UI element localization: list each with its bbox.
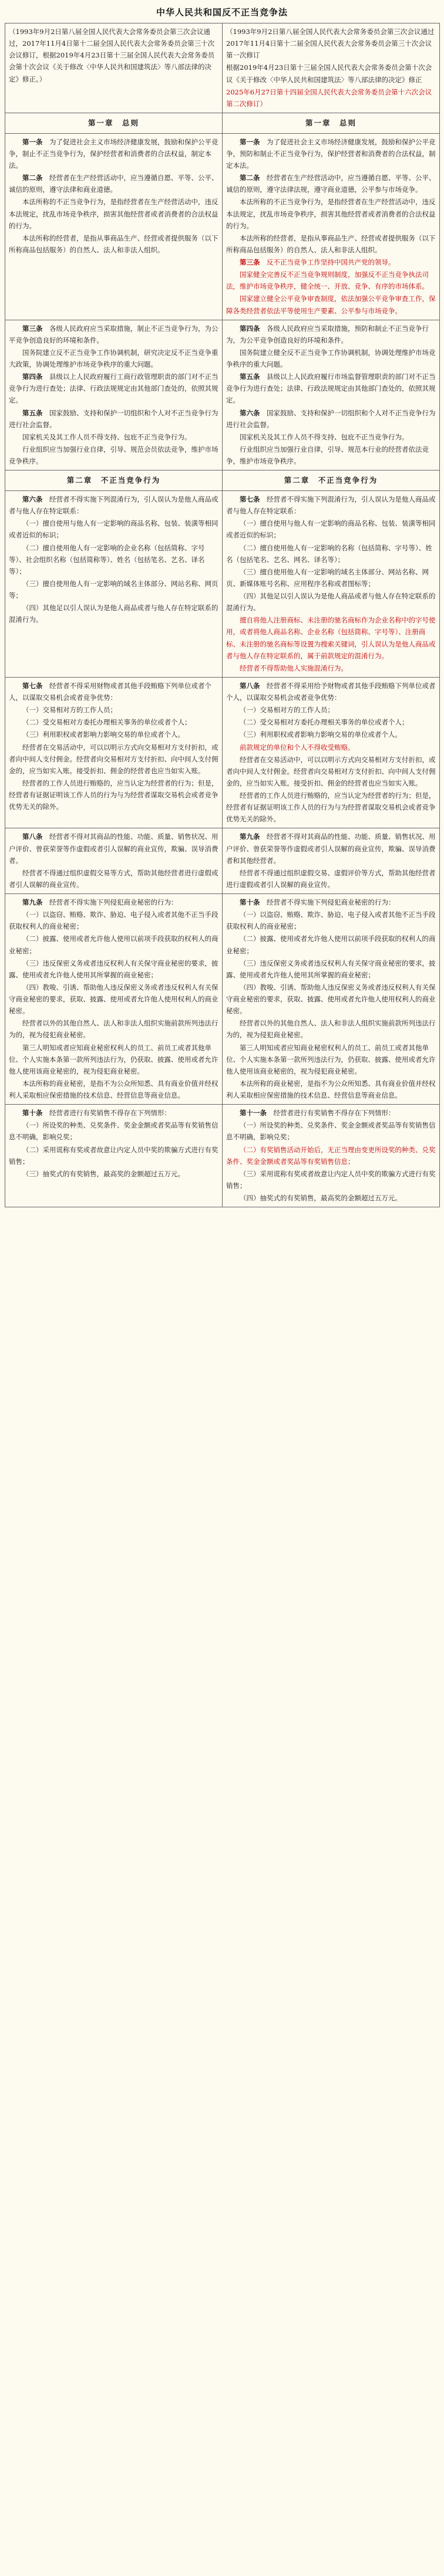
article-number: 第十条: [240, 898, 260, 906]
article-paragraph: [226, 729, 436, 740]
article-text: （三）抽奖式的有奖销售，最高奖的金额超过五万元。: [22, 1169, 184, 1178]
article-text: 经营者不得通过组织虚假交易、虚假评价等方式，帮助其他经营者进行虚假或者引人误解的商业宣传。: [226, 868, 436, 889]
article-text: （二）擅自使用他人有一定影响的企业名称（包括简称、字号等）、社会组织名称（包括简称等）、姓名（包括笔名、艺名、译名等）；: [9, 543, 205, 576]
article-paragraph: [9, 444, 218, 467]
comparison-row: [5, 320, 440, 470]
article-text: 经营者不得实施下列侵犯商业秘密的行为：: [260, 898, 395, 906]
article-number: 第二条: [240, 174, 260, 182]
article-number: 第十一条: [240, 1109, 267, 1118]
article-text: （四）其他足以引人误认为是他人商品或者与他人存在特定联系的混淆行为。: [226, 592, 436, 612]
article-text: 本法所称的经营者，是指从事商品生产、经营或者提供服务（以下所称商品包括服务）的自然人、法人和非法人组织。: [9, 233, 218, 254]
old-version-cell: [5, 677, 223, 828]
article-text: 国务院建立反不正当竞争工作协调机制，研究决定反不正当竞争重大政策，协调处理维护市场竞争秩序的重大问题。: [9, 348, 218, 368]
article-text: 国家健全完善反不正当竞争规则制度，加强反不正当竞争执法司法，维护市场竞争秩序，健全统一、开放、竞争、有序的市场体系。: [226, 270, 429, 291]
article-text: 经营者不得实施下列混淆行为，引人误认为是他人商品或者与他人存在特定联系：: [9, 495, 218, 516]
article-text: 各级人民政府应当采取措施，制止不正当竞争行为，为公平竞争创造良好的环境和条件。: [9, 324, 218, 344]
article-text: （一）以盗窃、贿赂、欺诈、胁迫、电子侵入或者其他不正当手段获取权利人的商业秘密；: [9, 910, 218, 931]
article-paragraph: [9, 542, 218, 577]
article-paragraph: [226, 680, 436, 703]
new-version-cell: [223, 677, 440, 828]
article-text: （四）其他足以引人误认为是他人商品或者与他人存在特定联系的混淆行为。: [9, 604, 218, 624]
article-text: （三）违反保密义务或者违反权利人有关保守商业秘密的要求，披露、使用或者允许他人使用其所掌握的商业秘密；: [226, 959, 436, 979]
article-paragraph: [226, 1017, 436, 1041]
article-number: 第三条: [240, 258, 260, 266]
old-version-cell: [5, 113, 223, 133]
article-paragraph: [226, 293, 436, 316]
article-text: 擅自将他人注册商标、未注册的驰名商标作为企业名称中的字号使用，或者将他人商品名称、企业名称（包括简称、字号等）、注册商标、未注册的驰名商标等设置为搜索关键词，引人误认为是他人商品或者与他人存在特定联系的，属于前款规定的混淆行为。: [226, 616, 436, 660]
article-paragraph: [226, 232, 436, 256]
article-paragraph: [226, 933, 436, 956]
article-paragraph: [226, 909, 436, 932]
article-text: 经营者以外的其他自然人、法人和非法人组织实施前款所列违法行为的，视为侵犯商业秘密。: [9, 1019, 218, 1040]
article-text: 经营者的工作人员进行贿赂的，应当认定为经营者的行为；但是，经营者有证据证明该工作人员的行为与为经营者谋取交易机会或者竞争优势无关的除外。: [9, 778, 218, 811]
article-paragraph: [9, 1168, 218, 1180]
article-paragraph: [226, 493, 436, 517]
article-paragraph: [226, 444, 436, 467]
article-text: （一）擅自使用与他人有一定影响的商品名称、包装、装潢等相同或者近似的标识；: [226, 519, 436, 540]
new-version-cell: [223, 894, 440, 1105]
article-text: （四）教唆、引诱、帮助他人违反保密义务或者违反权利人有关保守商业秘密的要求，获取、披露、使用或者允许他人使用权利人的商业秘密。: [226, 983, 436, 1015]
old-version-cell: [5, 491, 223, 678]
article-paragraph: [226, 742, 436, 753]
article-paragraph: [226, 196, 436, 231]
article-paragraph: [226, 957, 436, 981]
article-paragraph: [9, 517, 218, 541]
article-paragraph: [9, 831, 218, 866]
old-version-cell: [5, 470, 223, 491]
article-text: 行业组织应当加强行业自律，引导、规范会员依法竞争，维护市场竞争秩序。: [9, 445, 218, 465]
article-paragraph: [9, 729, 218, 740]
article-paragraph: [9, 957, 218, 981]
article-text: （二）受交易相对方委托办理相关事务的单位或者个人；: [22, 718, 191, 727]
article-paragraph: [226, 704, 436, 716]
article-text: （一）所设奖的种类、兑奖条件、奖金金额或者奖品等有奖销售信息不明确，影响兑奖；: [226, 1121, 436, 1142]
old-version-cell: [5, 23, 223, 113]
article-paragraph: [9, 407, 218, 431]
chapter-heading: 第一章 总则: [305, 118, 356, 127]
new-version-cell: [223, 113, 440, 133]
article-text: （一）交易相对方的工作人员；: [240, 706, 334, 715]
chapter-heading: 第一章 总则: [88, 118, 139, 127]
article-paragraph: [9, 232, 218, 256]
new-version-cell: [223, 470, 440, 491]
article-text: 国家鼓励、支持和保护一切组织和个人对不正当竞争行为进行社会监督。: [9, 408, 218, 429]
article-text: 反不正当竞争工作坚持中国共产党的领导。: [260, 258, 395, 266]
article-text: 经营者进行有奖销售不得存在下列情形：: [267, 1109, 395, 1118]
article-paragraph: [9, 323, 218, 346]
article-number: 第七条: [240, 495, 260, 503]
article-text: 国家机关及其工作人员不得支持、包庇不正当竞争行为。: [240, 432, 409, 441]
article-paragraph: [9, 981, 218, 1017]
comparison-row: [5, 23, 440, 113]
article-number: 第二条: [22, 174, 43, 182]
article-paragraph: [9, 1042, 218, 1077]
article-text: 经营者不得采用给予财物或者其他手段贿赂下列单位或者个人，以谋取交易机会或者竞争优势：: [226, 681, 436, 702]
article-paragraph: [9, 602, 218, 625]
article-paragraph: [226, 981, 436, 1017]
article-text: 国家机关及其工作人员不得支持、包庇不正当竞争行为。: [22, 432, 191, 441]
article-text: （二）受交易相对方委托办理相关事务的单位或者个人；: [240, 718, 409, 727]
article-paragraph: [9, 777, 218, 813]
article-text: （三）擅自使用他人有一定影响的域名主体部分、网站名称、网页等；: [9, 579, 218, 600]
article-paragraph: [226, 517, 436, 541]
article-text: （一）所设奖的种类、兑奖条件、奖金金额或者奖品等有奖销售信息不明确，影响兑奖；: [9, 1121, 218, 1142]
article-paragraph: [226, 831, 436, 866]
article-paragraph: [9, 867, 218, 891]
article-paragraph: [9, 1144, 218, 1167]
article-text: （二）披露、使用或者允许他人使用以前项手段获取的权利人的商业秘密；: [9, 935, 218, 955]
article-paragraph: [226, 896, 436, 908]
article-paragraph: [9, 347, 218, 370]
old-version-cell: [5, 894, 223, 1105]
article-paragraph: [226, 1119, 436, 1143]
article-paragraph: [226, 566, 436, 590]
article-number: 第八条: [240, 681, 260, 690]
old-version-cell: [5, 133, 223, 320]
article-paragraph: [226, 790, 436, 825]
article-number: 第五条: [240, 373, 260, 381]
article-paragraph: [226, 62, 436, 85]
chapter-heading: 第二章 不正当竞争行为: [284, 476, 378, 485]
comparison-row: [5, 828, 440, 894]
comparison-row: [5, 677, 440, 828]
article-paragraph: [226, 347, 436, 370]
article-text: 各级人民政府应当采取措施，预防和制止不正当竞争行为，为公平竞争创造良好的环境和条件。: [226, 324, 429, 344]
article-paragraph: [9, 431, 218, 443]
article-paragraph: [9, 196, 218, 231]
article-number: 第六条: [22, 495, 43, 503]
article-paragraph: [226, 172, 436, 195]
article-paragraph: [226, 1107, 436, 1119]
comparison-row: [5, 113, 440, 133]
article-paragraph: [226, 662, 436, 674]
article-number: 第四条: [240, 324, 260, 333]
document-title: 中华人民共和国反不正当竞争法: [156, 7, 288, 18]
article-paragraph: [9, 1119, 218, 1143]
old-version-cell: [5, 320, 223, 470]
article-text: 县级以上人民政府履行市场监督管理职责的部门对不正当竞争行为进行查处；法律、行政法规规定由其他部门查处的，依照其规定。: [226, 373, 436, 405]
article-paragraph: [226, 256, 436, 268]
article-paragraph: [9, 493, 218, 517]
article-text: 本法所称的商业秘密，是指不为公众所知悉、具有商业价值并经权利人采取相应保密措施的技术信息、经营信息等商业信息。: [9, 1079, 218, 1099]
article-text: 县级以上人民政府履行工商行政管理职责的部门对不正当竞争行为进行查处；法律、行政法规规定由其他部门查处的，依照其规定。: [9, 373, 218, 405]
article-paragraph: [9, 26, 218, 85]
article-paragraph: [9, 680, 218, 703]
article-number: 第九条: [240, 832, 260, 841]
new-version-cell: [223, 828, 440, 894]
article-paragraph: [9, 896, 218, 908]
article-text: 国家鼓励、支持和保护一切组织和个人对不正当竞争行为进行社会监督。: [226, 408, 436, 429]
article-text: 经营者以外的其他自然人、法人和非法人组织实施前款所列违法行为的，视为侵犯商业秘密。: [226, 1019, 436, 1040]
article-text: 国家建立健全公平竞争审查制度，依法加强公平竞争审查工作，保障各类经营者依法平等使用生产要素、公平参与市场竞争。: [226, 295, 436, 315]
comparison-row: [5, 894, 440, 1105]
article-paragraph: [226, 754, 436, 789]
article-paragraph: [9, 933, 218, 956]
article-number: 第一条: [240, 137, 260, 146]
article-text: （三）违反保密义务或者违反权利人有关保守商业秘密的要求，披露、使用或者允许他人使用其所掌握的商业秘密；: [9, 959, 218, 979]
article-text: 经营者进行有奖销售不得存在下列情形：: [42, 1109, 171, 1118]
article-text: 2025年6月27日第十四届全国人民代表大会常务委员会第十六次会议第二次修订）: [226, 87, 432, 108]
comparison-row: [5, 1105, 440, 1207]
article-text: 国务院建立健全反不正当竞争工作协调机制，协调处理维护市场竞争秩序的重大问题。: [226, 348, 436, 368]
article-paragraph: [9, 136, 218, 171]
article-text: 第三人明知或者应知商业秘密权利人的员工、前员工或者其他单位、个人实施本条第一款所列违法行为，仍获取、披露、使用或者允许他人使用该商业秘密的，视为侵犯商业秘密。: [9, 1043, 218, 1075]
comparison-row: [5, 470, 440, 491]
comparison-row: [5, 491, 440, 678]
article-text: （三）利用职权或者影响力影响交易的单位或者个人。: [22, 730, 184, 739]
article-paragraph: [9, 716, 218, 728]
new-version-cell: [223, 1105, 440, 1207]
article-paragraph: [9, 909, 218, 932]
article-paragraph: [226, 1144, 436, 1167]
article-text: 行业组织应当加强行业自律，引导、规范本行业的经营者依法竞争，维护市场竞争秩序。: [226, 445, 429, 465]
article-number: 第四条: [22, 373, 43, 381]
article-paragraph: [226, 1192, 436, 1204]
article-paragraph: [226, 614, 436, 662]
article-number: 第一条: [22, 137, 43, 146]
article-paragraph: [9, 1107, 218, 1119]
article-text: （三）擅自使用他人有一定影响的域名主体部分、网站名称、网页、新媒体账号名称、应用程序名称或者图标等；: [226, 567, 429, 588]
article-text: 经营者不得帮助他人实施混淆行为。: [240, 664, 348, 672]
article-text: （一）交易相对方的工作人员；: [22, 706, 117, 715]
page: [0, 0, 444, 1213]
article-text: 为了促进社会主义市场经济健康发展，鼓励和保护公平竞争，制止不正当竞争行为，保护经营者和消费者的合法权益，制定本法。: [9, 137, 218, 170]
article-text: （四）教唆、引诱、帮助他人违反保密义务或者违反权利人有关保守商业秘密的要求，获取、披露、使用或者允许他人使用权利人的商业秘密。: [9, 983, 218, 1015]
article-paragraph: [226, 542, 436, 566]
chapter-heading: 第二章 不正当竞争行为: [66, 476, 161, 485]
article-text: （二）采用谎称有奖或者故意让内定人员中奖的欺骗方式进行有奖销售；: [9, 1145, 218, 1166]
article-text: 经营者不得实施下列混淆行为，引人误认为是他人商品或者与他人存在特定联系：: [226, 495, 436, 516]
new-version-cell: [223, 491, 440, 678]
article-text: 经营者在交易活动中，可以以明示方式向交易相对方支付折扣，或者向中间人支付佣金。经营者向交易相对方支付折扣、向中间人支付佣金的，应当如实入账。接受折扣、佣金的经营者也应当如实入账。: [226, 755, 436, 787]
article-paragraph: [226, 407, 436, 431]
article-paragraph: [9, 578, 218, 601]
new-version-cell: [223, 23, 440, 113]
comparison-table: [5, 23, 440, 1207]
article-text: 经营者不得对其商品的性能、功能、质量、销售状况、用户评价、曾获荣誉等作虚假或者引人误解的商业宣传，欺骗、误导消费者。: [9, 832, 218, 865]
article-text: （二）披露、使用或者允许他人使用以前项手段获取的权利人的商业秘密；: [226, 935, 436, 955]
article-text: 第三人明知或者应知商业秘密权利人的员工、前员工或者其他单位、个人实施本条第一款所列违法行为，仍获取、披露、使用或者允许他人使用该商业秘密的，视为侵犯商业秘密。: [226, 1043, 436, 1075]
article-paragraph: [226, 1168, 436, 1191]
article-paragraph: [226, 431, 436, 443]
article-paragraph: [226, 1078, 436, 1101]
article-paragraph: [9, 1078, 218, 1101]
article-paragraph: [9, 742, 218, 777]
old-version-cell: [5, 1105, 223, 1207]
new-version-cell: [223, 133, 440, 320]
article-paragraph: [226, 716, 436, 728]
comparison-row: [5, 133, 440, 320]
article-text: 前款规定的单位和个人不得收受贿赂。: [240, 743, 355, 752]
article-text: （二）有奖销售活动开始后，无正当理由变更所设奖的种类、兑奖条件、奖金金额或者奖品等有奖销售信息；: [226, 1145, 436, 1166]
article-text: 经营者不得通过组织虚假交易等方式，帮助其他经营者进行虚假或者引人误解的商业宣传。: [9, 868, 218, 889]
article-text: 经营者在生产经营活动中，应当遵循自愿、平等、公平、诚信的原则，遵守法律法规，遵守商业道德，公平参与市场竞争。: [226, 174, 436, 194]
article-text: 经营者不得对其商品的性能、功能、质量、销售状况、用户评价、曾获荣誉等作虚假或者引人误解的商业宣传，欺骗、误导消费者和其他经营者。: [226, 832, 436, 865]
article-paragraph: [226, 26, 441, 61]
article-paragraph: [9, 704, 218, 716]
article-text: 本法所称的经营者，是指从事商品生产、经营或者提供服务（以下所称商品包括服务）的自然人、法人和非法人组织。: [226, 233, 436, 254]
article-number: 第八条: [22, 832, 43, 841]
article-text: （一）擅自使用与他人有一定影响的商品名称、包装、装潢等相同或者近似的标识；: [9, 519, 218, 540]
article-text: 经营者的工作人员进行贿赂的，应当认定为经营者的行为；但是，经营者有证据证明该工作人员的行为与为经营者谋取交易机会或者竞争优势无关的除外。: [226, 791, 436, 824]
article-paragraph: [9, 371, 218, 406]
article-text: （1993年9月2日第八届全国人民代表大会常务委员会第三次会议通过 2017年11月4日第十二届全国人民代表大会常务委员会第三十次会议第一次修订: [226, 28, 441, 60]
old-version-cell: [5, 828, 223, 894]
article-paragraph: [226, 1042, 436, 1077]
article-text: 为了促进社会主义市场经济健康发展，鼓励和保护公平竞争，预防和制止不正当竞争行为，保护经营者和消费者的合法权益，制定本法。: [226, 137, 436, 170]
new-version-cell: [223, 320, 440, 470]
article-text: 经营者在生产经营活动中，应当遵循自愿、平等、公平、诚信的原则，遵守法律和商业道德。: [9, 174, 218, 194]
article-text: （三）采用谎称有奖或者故意让内定人员中奖的欺骗方式进行有奖销售；: [226, 1169, 436, 1190]
article-text: 本法所称的不正当竞争行为，是指经营者在生产经营活动中，违反本法规定，扰乱市场竞争秩序，损害其他经营者或者消费者的合法权益的行为。: [9, 198, 218, 230]
article-text: （二）擅自使用他人有一定影响的名称（包括简称、字号等）、姓名（包括笔名、艺名、网名、译名等）；: [226, 543, 432, 564]
article-paragraph: [226, 371, 436, 406]
article-text: 经营者不得实施下列侵犯商业秘密的行为：: [42, 898, 178, 906]
article-text: （一）以盗窃、贿赂、欺诈、胁迫、电子侵入或者其他不正当手段获取权利人的商业秘密；: [226, 910, 436, 931]
article-number: 第九条: [22, 898, 43, 906]
article-text: （1993年9月2日第八届全国人民代表大会常务委员会第三次会议通过，2017年11月4日第十二届全国人民代表大会常务委员会第三十次会议修订，根据2019年4月23日第十三届全国人民代表大会常务委员会第十次会议《关于修改〈中华人民共和国建筑法〉等八部法律的决定》修正。）: [9, 28, 215, 83]
article-number: 第五条: [22, 408, 43, 417]
article-number: 第七条: [22, 681, 43, 690]
article-text: 根据2019年4月23日第十三届全国人民代表大会常务委员会第十次会议《关于修改〈中华人民共和国建筑法〉等八部法律的决定》修正: [226, 63, 432, 84]
article-number: 第三条: [22, 324, 43, 333]
article-text: 本法所称的商业秘密，是指不为公众所知悉、具有商业价值并经权利人采取相应保密措施的技术信息、经营信息等商业信息。: [226, 1079, 436, 1099]
article-paragraph: [226, 136, 436, 171]
article-text: 本法所称的不正当竞争行为，是指经营者在生产经营活动中，违反本法规定，扰乱市场竞争秩序，损害其他经营者或者消费者的合法权益的行为。: [226, 198, 436, 230]
article-paragraph: [226, 323, 436, 346]
article-text: 经营者在交易活动中，可以以明示方式向交易相对方支付折扣，或者向中间人支付佣金。经营者向交易相对方支付折扣、向中间人支付佣金的，应当如实入账。接受折扣、佣金的经营者也应当如实入账。: [9, 743, 218, 775]
article-paragraph: [226, 867, 436, 891]
comparison-rows: [5, 23, 440, 1207]
article-paragraph: [226, 269, 436, 292]
article-paragraph: [9, 1017, 218, 1041]
article-text: 经营者不得采用财物或者其他手段贿赂下列单位或者个人，以谋取交易机会或者竞争优势：: [9, 681, 211, 702]
article-number: 第六条: [240, 408, 260, 417]
article-paragraph: [226, 590, 436, 614]
article-number: 第十条: [22, 1109, 43, 1118]
article-paragraph: [226, 86, 436, 110]
article-paragraph: [9, 172, 218, 195]
article-text: （四）抽奖式的有奖销售，最高奖的金额超过五万元。: [240, 1194, 402, 1202]
article-text: （三）利用职权或者影响力影响交易的单位或者个人。: [240, 730, 402, 739]
